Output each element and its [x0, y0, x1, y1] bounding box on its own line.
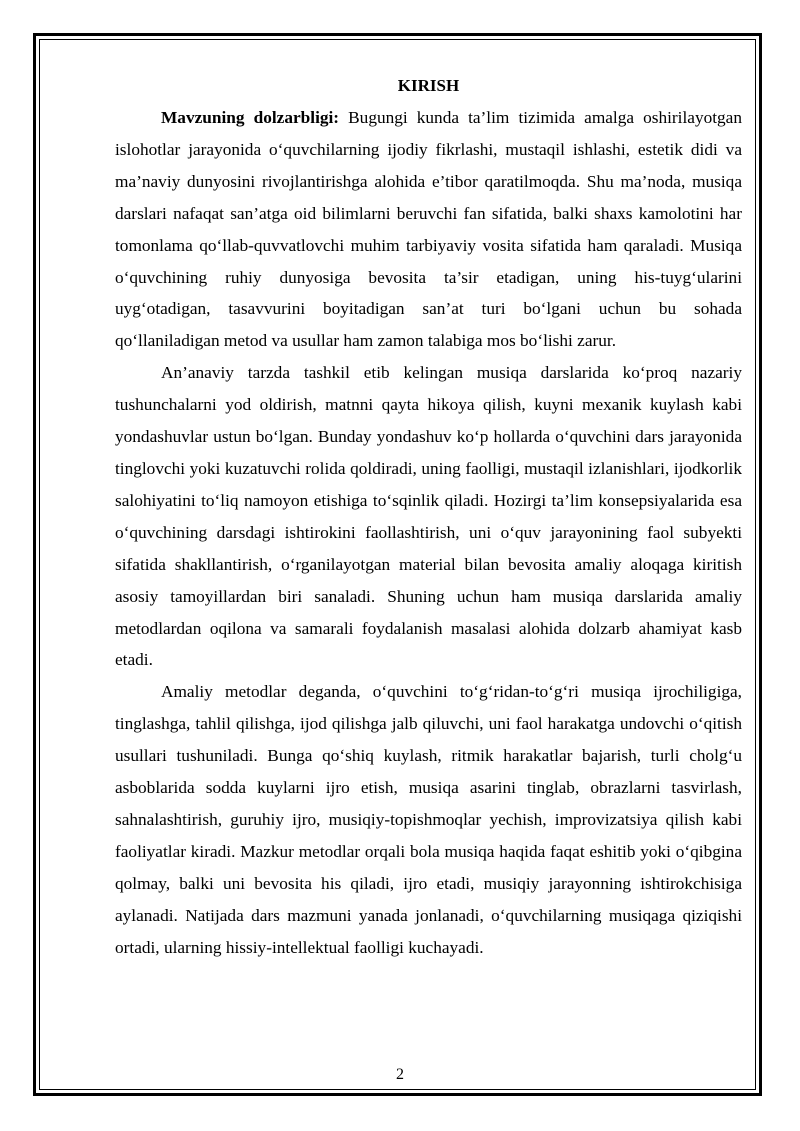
paragraph-text: Amaliy metodlar deganda, o‘quvchini to‘g‘ridan-to‘g‘ri musiqa ijrochiligiga, tinglashga, tahlil qilishga, ijod qilishga jalb qiluvchi, uni faol harakatga undovchi o‘qitish usullari tushuniladi. Bunga qo‘shiq kuylash, ritmik harakatlar bajarish, turli cholg‘u asboblarida sodda kuylarni ijro etish, musiqa asarini tinglab, obrazlarni tasvirlash, sahnalashtirish, guruhiy ijro, musiqiy-topishmoqlar yechish, improvizatsiya qilish kabi faoliyatlar kiradi. Mazkur metodlar orqali bola musiqa haqida faqat eshitib yoki o‘qibgina qolmay, balki uni bevosita his qiladi, ijro etadi, musiqiy jarayonning ishtirokchisiga aylanadi. Natijada dars mazmuni yanada jonlanadi, o‘quvchilarning musiqaga qiziqishi ortadi, ularning hissiy-intellektual faolligi kuchayadi.	[115, 682, 742, 957]
paragraph-lead: Mavzuning dolzarbligi:	[161, 108, 340, 127]
page-content	[115, 74, 742, 963]
paragraph-text: An’anaviy tarzda tashkil etib kelingan musiqa darslarida ko‘proq nazariy tushunchalarni yod oldirish, matnni qayta hikoya qilish, kuyni mexanik kuylash kabi yondashuvlar ustun bo‘lgan. Bunday yondashuv ko‘p hollarda o‘quvchini dars jarayonida tinglovchi yoki kuzatuvchi rolida qoldiradi, uning faolligi, mustaqil izlanishlari, ijodkorlik salohiyatini to‘liq namoyon etishiga to‘sqinlik qiladi. Hozirgi ta’lim konsepsiyalarida esa o‘quvchining darsdagi ishtirokini faollashtirish, uni o‘quv jarayonining faol subyekti sifatida shakllantirish, o‘rganilayotgan material bilan bevosita amaliy aloqaga kiritish asosiy tamoyillardan biri sanaladi. Shuning uchun ham musiqa darslarida amaliy metodlardan oqilona va samarali foydalanish masalasi alohida dolzarb ahamiyat kasb etadi.	[115, 363, 742, 670]
paragraph-relevance	[115, 102, 742, 357]
paragraph-traditional-approach	[115, 357, 742, 676]
page-number: 2	[396, 1066, 404, 1083]
paragraph-practical-methods	[115, 676, 742, 963]
paragraph-text: Bugungi kunda ta’lim tizimida amalga oshirilayotgan islohotlar jarayonida o‘quvchilarning ijodiy fikrlashi, mustaqil ishlashi, estetik didi va ma’naviy dunyosini rivojlantirishga alohida e’tibor qaratilmoqda. Shu ma’noda, musiqa darslari nafaqat san’atga oid bilimlarni beruvchi fan sifatida, balki shaxs kamolotini har tomonlama qo‘llab-quvvatlovchi muhim tarbiyaviy vosita sifatida ham qaraladi. Musiqa o‘quvchining ruhiy dunyosiga bevosita ta’sir etadigan, uning his-tuyg‘ularini uyg‘otadigan, tasavvurini boyitadigan san’at turi bo‘lgani uchun bu sohada qo‘llaniladigan metod va usullar ham zamon talabiga mos bo‘lishi zarur.	[115, 108, 742, 351]
section-title: KIRISH	[397, 76, 460, 95]
